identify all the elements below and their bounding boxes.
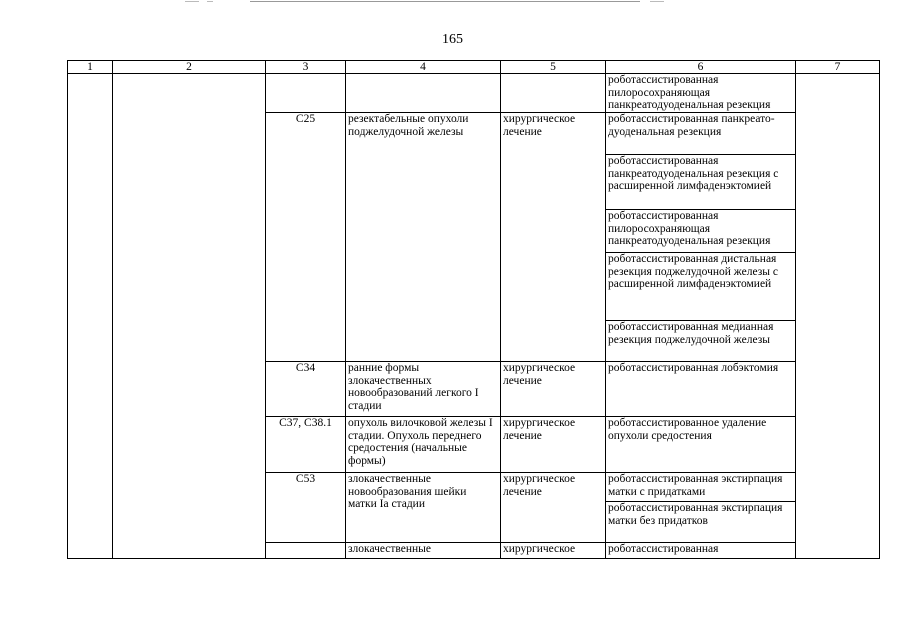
page-number: 165 <box>442 32 463 47</box>
method-cell: роботассистированная пилоросохраняющая панкреатодуоденальная резекция <box>606 210 796 253</box>
condition-cell: злокачественные <box>346 543 501 559</box>
col7-cell <box>796 74 880 559</box>
treatment-cell <box>501 74 606 113</box>
treatment-cell: хирургическое лечение <box>501 417 606 473</box>
condition-cell <box>346 74 501 113</box>
treatment-cell: хирургическое лечение <box>501 473 606 543</box>
treatment-cell: хирургическое лечение <box>501 113 606 362</box>
method-cell: роботассистированная панкреатодуоденальная резекция с расширенной лимфаденэктомией <box>606 155 796 210</box>
code-cell: C53 <box>266 473 346 543</box>
treatment-cell: хирургическое <box>501 543 606 559</box>
column-header: 4 <box>346 61 501 74</box>
method-cell: роботассистированная пилоросохраняющая панкреатодуоденальная резекция <box>606 74 796 113</box>
method-cell: роботассистированная <box>606 543 796 559</box>
method-cell: роботассистированная экстирпация матки без придатков <box>606 502 796 543</box>
code-cell: C25 <box>266 113 346 362</box>
header-rule <box>250 1 640 2</box>
method-cell: роботассистированная панкреато-дуоденальная резекция <box>606 113 796 155</box>
code-cell <box>266 74 346 113</box>
condition-cell: опухоль вилочковой железы I стадии. Опухоль переднего средостения (начальные формы) <box>346 417 501 473</box>
procedures-table <box>67 60 880 559</box>
method-cell: роботассистированная лобэктомия <box>606 362 796 417</box>
header-dash <box>185 1 199 2</box>
column-header: 1 <box>68 61 113 74</box>
code-cell: C37, C38.1 <box>266 417 346 473</box>
column-header: 7 <box>796 61 880 74</box>
column-header: 6 <box>606 61 796 74</box>
code-cell: C34 <box>266 362 346 417</box>
column-header: 3 <box>266 61 346 74</box>
column-header: 2 <box>113 61 266 74</box>
condition-cell: злокачественные новообразования шейки матки Ia стадии <box>346 473 501 543</box>
method-cell: роботассистированная медианная резекция поджелудочной железы <box>606 321 796 362</box>
method-cell: роботассистированное удаление опухоли средостения <box>606 417 796 473</box>
condition-cell: ранние формы злокачественных новообразований легкого I стадии <box>346 362 501 417</box>
code-cell <box>266 543 346 559</box>
table-row <box>68 74 880 113</box>
col1-cell <box>68 74 113 559</box>
condition-cell: резектабельные опухоли поджелудочной железы <box>346 113 501 362</box>
column-header: 5 <box>501 61 606 74</box>
method-cell: роботассистированная дистальная резекция поджелудочной железы с расширенной лимфаденэктомией <box>606 253 796 321</box>
method-cell: роботассистированная экстирпация матки с придатками <box>606 473 796 502</box>
header-dash <box>207 1 213 2</box>
treatment-cell: хирургическое лечение <box>501 362 606 417</box>
col2-cell <box>113 74 266 559</box>
table-header-row <box>68 61 880 74</box>
header-dash <box>650 1 664 2</box>
